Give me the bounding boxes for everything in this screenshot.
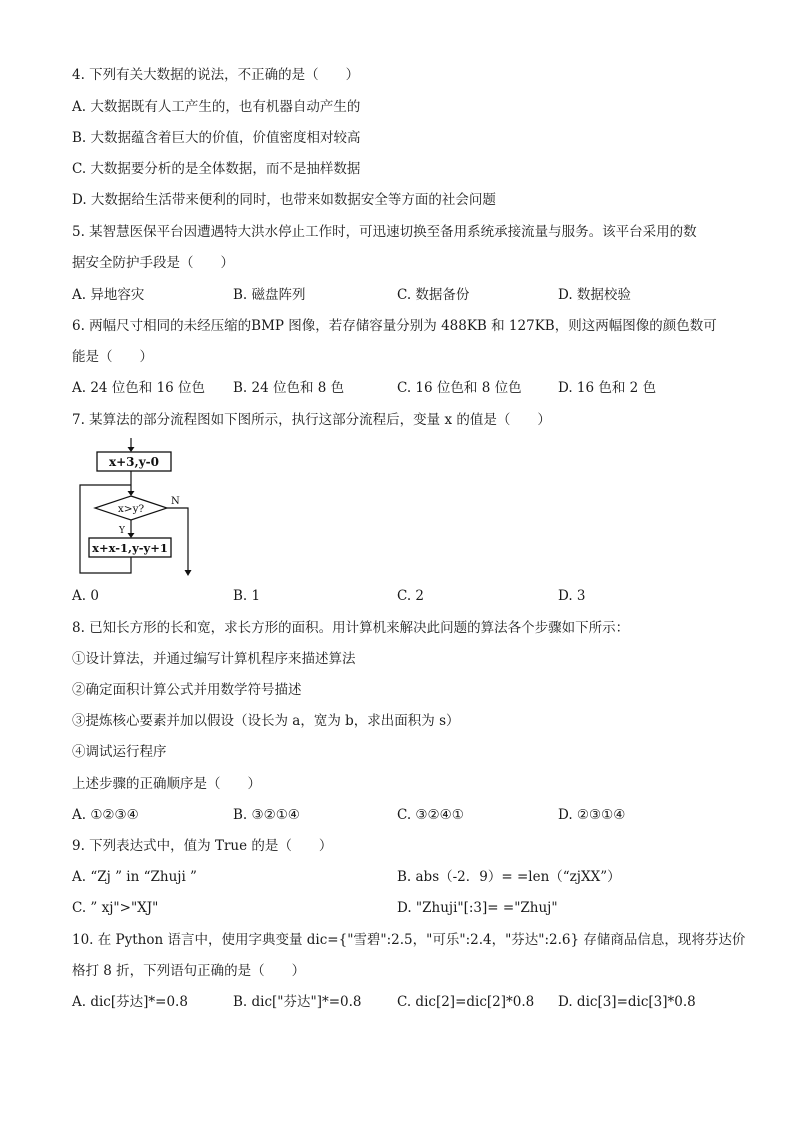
q5-stem-line2: 据安全防护手段是（ ） — [72, 255, 234, 271]
q9-option-b: B. abs（-2．9）= =len（“zjXX”） — [397, 869, 621, 885]
q8-step-1: ①设计算法，并通过编写计算机程序来描述算法 — [72, 651, 356, 667]
q5-option-b: B. 磁盘阵列 — [233, 287, 306, 303]
flow-cond-arrowhead — [128, 491, 135, 496]
q5-option-a: A. 异地容灾 — [72, 287, 145, 303]
q9-stem: 9. 下列表达式中，值为 True 的是（ ） — [72, 838, 333, 854]
q7-stem: 7. 某算法的部分流程图如下图所示，执行这部分流程后，变量 x 的值是（ ） — [72, 412, 551, 428]
flow-cond-text: x>y? — [117, 503, 145, 515]
flow-no-label: N — [171, 496, 180, 507]
q8-step-3: ③提炼核心要素并加以假设（设长为 a，宽为 b，求出面积为 s） — [72, 713, 460, 729]
q9-option-d: D. "Zhuji"[:3]= ="Zhuj" — [397, 900, 558, 916]
q7-option-a: A. 0 — [72, 588, 99, 604]
q6-option-c: C. 16 位色和 8 位色 — [397, 380, 522, 396]
q8-ask: 上述步骤的正确顺序是（ ） — [72, 776, 261, 792]
q10-option-a: A. dic[芬达]*=0.8 — [72, 994, 188, 1010]
q5-option-c: C. 数据备份 — [397, 287, 470, 303]
flow-exit-arrowhead — [185, 570, 192, 576]
q6-option-a: A. 24 位色和 16 位色 — [72, 380, 206, 396]
q6-stem-line1: 6. 两幅尺寸相同的未经压缩的BMP 图像，若存储容量分别为 488KB 和 127KB，则这两幅图像的颜色数可 — [72, 318, 717, 334]
q9-option-a: A. “Zj ” in “Zhuji ” — [72, 869, 197, 885]
q8-step-4: ④调试运行程序 — [72, 744, 167, 760]
q10-option-c: C. dic[2]=dic[2]*0.8 — [397, 994, 535, 1010]
q8-option-b: B. ③②①④ — [233, 807, 300, 823]
q10-option-d: D. dic[3]=dic[3]*0.8 — [558, 994, 696, 1010]
q5-option-d: D. 数据校验 — [558, 287, 631, 303]
q8-option-a: A. ①②③④ — [72, 807, 139, 823]
q8-step-2: ②确定面积计算公式并用数学符号描述 — [72, 682, 302, 698]
q4-stem: 4. 下列有关大数据的说法，不正确的是（ ） — [72, 67, 360, 83]
flow-init-text: x+3,y-0 — [108, 455, 160, 469]
q8-option-d: D. ②③①④ — [558, 807, 626, 823]
flow-entry-arrowhead — [128, 447, 135, 452]
flow-body-arrowhead — [128, 533, 135, 538]
flow-body-text: x+x-1,y-y+1 — [92, 541, 168, 555]
q4-option-a: A. 大数据既有人工产生的，也有机器自动产生的 — [72, 99, 361, 115]
q7-option-c: C. 2 — [397, 588, 425, 604]
q7-option-d: D. 3 — [558, 588, 586, 604]
q8-option-c: C. ③②④① — [397, 807, 464, 823]
q7-option-b: B. 1 — [233, 588, 261, 604]
q6-stem-line2: 能是（ ） — [72, 349, 153, 365]
q10-stem-line2: 格打 8 折，下列语句正确的是（ ） — [72, 963, 306, 979]
q4-option-b: B. 大数据蕴含着巨大的价值，价值密度相对较高 — [72, 130, 361, 146]
q5-stem-line1: 5. 某智慧医保平台因遭遇特大洪水停止工作时，可迅速切换至备用系统承接流量与服务。该平台采用的数 — [72, 224, 697, 240]
q7-flowchart — [70, 438, 200, 578]
q6-option-b: B. 24 位色和 8 色 — [233, 380, 345, 396]
q10-stem-line1: 10. 在 Python 语言中，使用字典变量 dic={"雪碧":2.5，"可乐":2.4，"芬达":2.6} 存储商品信息，现将芬达价 — [72, 932, 746, 948]
q4-option-d: D. 大数据给生活带来便利的同时，也带来如数据安全等方面的社会问题 — [72, 192, 496, 208]
q6-option-d: D. 16 色和 2 色 — [558, 380, 657, 396]
flow-yes-label: Y — [119, 526, 125, 536]
q4-option-c: C. 大数据要分析的是全体数据，而不是抽样数据 — [72, 161, 361, 177]
q10-option-b: B. dic["芬达"]*=0.8 — [233, 994, 362, 1010]
q9-option-c: C. ” xj">"XJ" — [72, 900, 159, 916]
q8-stem: 8. 已知长方形的长和宽，求长方形的面积。用计算机来解决此问题的算法各个步骤如下所示： — [72, 620, 630, 636]
